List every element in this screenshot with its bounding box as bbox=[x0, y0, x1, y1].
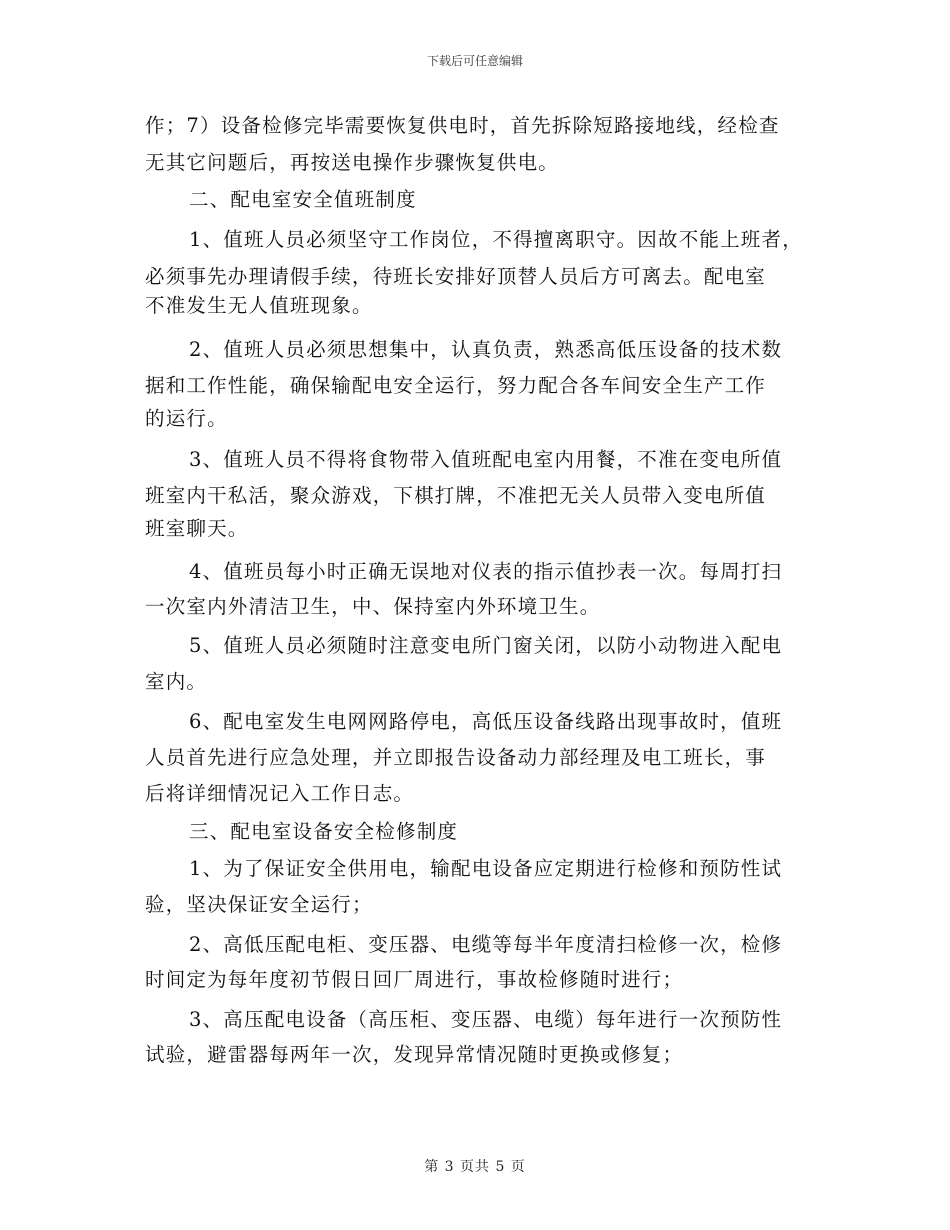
text-line: 不准发生无人值班现象。 bbox=[145, 294, 373, 317]
text-line: 一次室内外清洁卫生，中、保持室内外环境卫生。 bbox=[145, 595, 601, 618]
text-line: 人员首先进行应急处理，并立即报告设备动力部经理及电工班长，事 bbox=[145, 746, 767, 769]
text-line: 5、值班人员必须随时注意变电所门窗关闭，以防小动物进入配电 bbox=[189, 634, 783, 657]
text-line: 验，坚决保证安全运行； bbox=[145, 893, 373, 916]
text-line: 4、值班员每小时正确无误地对仪表的指示值抄表一次。每周打扫 bbox=[189, 560, 783, 583]
text-line: 的运行。 bbox=[145, 407, 228, 430]
text-line: 试验，避雷器每两年一次，发现异常情况随时更换或修复； bbox=[145, 1043, 684, 1066]
text-line: 作；7）设备检修完毕需要恢复供电时，首先拆除短路接地线，经检查 bbox=[145, 114, 780, 137]
text-line: 班室聊天。 bbox=[145, 517, 249, 540]
text-line: 3、高压配电设备（高压柜、变压器、电缆）每年进行一次预防性 bbox=[189, 1008, 783, 1031]
text-line: 时间定为每年度初节假日回厂周进行，事故检修随时进行； bbox=[145, 968, 684, 991]
section-heading: 二、配电室安全值班制度 bbox=[189, 188, 417, 211]
text-line: 2、高低压配电柜、变压器、电缆等每半年度清扫检修一次，检修 bbox=[189, 933, 783, 956]
text-line: 1、为了保证安全供用电，输配电设备应定期进行检修和预防性试 bbox=[189, 857, 783, 880]
text-line: 后将详细情况记入工作日志。 bbox=[145, 782, 415, 805]
text-line: 必须事先办理请假手续，待班长安排好顶替人员后方可离去。配电室 bbox=[145, 265, 767, 288]
text-line: 1、值班人员必须坚守工作岗位，不得擅离职守。因故不能上班者， bbox=[189, 228, 803, 251]
text-line: 无其它问题后，再按送电操作步骤恢复供电。 bbox=[145, 151, 560, 174]
page-header: 下载后可任意编辑 bbox=[426, 54, 523, 68]
text-line: 2、值班人员必须思想集中，认真负责，熟悉高低压设备的技术数 bbox=[189, 338, 783, 361]
section-heading: 三、配电室设备安全检修制度 bbox=[189, 820, 459, 843]
text-line: 6、配电室发生电网网路停电，高低压设备线路出现事故时，值班 bbox=[189, 710, 783, 733]
text-line: 3、值班人员不得将食物带入值班配电室内用餐，不准在变电所值 bbox=[189, 448, 783, 471]
text-line: 班室内干私活，聚众游戏，下棋打牌，不准把无关人员带入变电所值 bbox=[145, 484, 767, 507]
page-number: 第 3 页共 5 页 bbox=[424, 1159, 526, 1175]
text-line: 据和工作性能，确保输配电安全运行，努力配合各车间安全生产工作 bbox=[145, 374, 767, 397]
text-line: 室内。 bbox=[145, 670, 208, 693]
